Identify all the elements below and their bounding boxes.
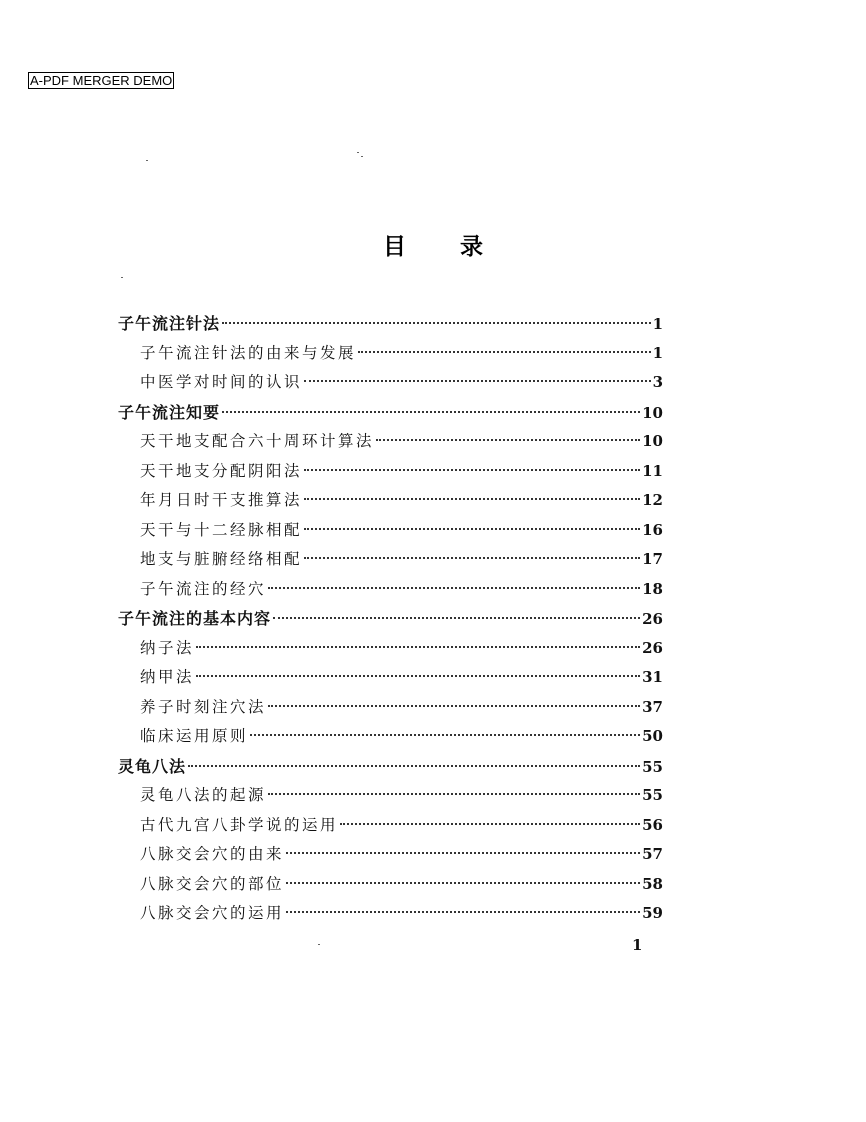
toc-dot-leader: [268, 793, 640, 795]
toc-entry-label: 八脉交会穴的部位: [140, 874, 285, 893]
toc-section-entry: [118, 872, 663, 902]
watermark-label: A-PDF MERGER DEMO: [30, 73, 173, 88]
toc-section-entry: [118, 901, 663, 931]
toc-section-entry: [118, 370, 663, 400]
toc-section-entry: [118, 429, 663, 459]
toc-entry-page: 26: [642, 638, 663, 657]
toc-section-entry: [118, 724, 663, 754]
toc-entry-page: 50: [642, 727, 663, 745]
scan-speck: [361, 156, 363, 157]
toc-entry-page: 57: [642, 845, 663, 863]
toc-section-entry: [118, 636, 663, 666]
toc-entry-page: 37: [642, 697, 663, 716]
toc-entry-page: 1: [652, 343, 663, 362]
toc-section-entry: [118, 783, 663, 813]
toc-dot-leader: [268, 705, 640, 707]
toc-dot-leader: [286, 882, 640, 884]
toc-dot-leader: [268, 587, 640, 589]
toc-section-entry: [118, 842, 663, 872]
toc-entry-label: 天干地支配合六十周环计算法: [140, 432, 375, 450]
toc-entry-label: 八脉交会穴的运用: [140, 904, 285, 922]
toc-entry-page: 59: [642, 904, 663, 922]
toc-entry-page: 3: [652, 373, 663, 391]
toc-entry-page: 55: [642, 757, 663, 776]
table-of-contents: [118, 311, 663, 931]
scan-speck: [121, 277, 123, 278]
toc-entry-label: 天干与十二经脉相配: [140, 520, 303, 539]
toc-entry-page: 12: [642, 491, 663, 509]
toc-dot-leader: [304, 557, 640, 559]
toc-entry-page: 11: [642, 461, 663, 480]
toc-dot-leader: [304, 469, 640, 471]
toc-entry-page: 26: [642, 610, 663, 628]
toc-entry-page: 17: [642, 550, 663, 568]
toc-entry-page: 1: [652, 315, 663, 333]
toc-entry-label: 年月日时干支推算法: [140, 491, 303, 509]
toc-entry-label: 子午流注的基本内容: [118, 609, 272, 628]
scan-speck: [146, 160, 148, 161]
toc-entry-label: 中医学对时间的认识: [140, 373, 303, 391]
scan-speck: [318, 944, 320, 945]
toc-dot-leader: [340, 823, 640, 825]
toc-section-entry: [118, 695, 663, 725]
toc-entry-label: 地支与脏腑经络相配: [140, 550, 303, 568]
toc-dot-leader: [304, 528, 640, 530]
toc-entry-label: 灵龟八法的起源: [140, 786, 267, 804]
toc-dot-leader: [304, 498, 640, 500]
toc-entry-label: 灵龟八法: [118, 756, 187, 776]
toc-dot-leader: [196, 646, 640, 648]
toc-section-entry: [118, 547, 663, 577]
toc-dot-leader: [273, 617, 640, 619]
toc-entry-page: 55: [642, 786, 663, 804]
toc-dot-leader: [222, 411, 640, 413]
toc-section-entry: [118, 459, 663, 489]
toc-section-entry: [118, 341, 663, 371]
toc-section-entry: [118, 577, 663, 607]
toc-dot-leader: [304, 380, 651, 382]
toc-entry-page: 18: [642, 579, 663, 598]
scan-speck: [357, 152, 359, 153]
toc-chapter-entry: [118, 311, 663, 341]
toc-chapter-entry: [118, 754, 663, 784]
page-title: 目录: [383, 234, 537, 260]
toc-dot-leader: [286, 852, 640, 854]
toc-entry-label: 纳子法: [140, 638, 195, 657]
toc-entry-page: 16: [642, 520, 663, 539]
toc-chapter-entry: [118, 606, 663, 636]
toc-entry-page: 31: [642, 668, 663, 686]
toc-entry-label: 子午流注知要: [118, 402, 221, 422]
toc-entry-label: 子午流注针法: [118, 314, 221, 333]
toc-section-entry: [118, 665, 663, 695]
toc-dot-leader: [188, 765, 640, 767]
toc-dot-leader: [358, 351, 651, 353]
toc-entry-page: 10: [642, 403, 663, 422]
toc-section-entry: [118, 813, 663, 843]
toc-entry-page: 10: [642, 432, 663, 450]
toc-entry-label: 古代九宫八卦学说的运用: [140, 815, 339, 834]
toc-entry-label: 临床运用原则: [140, 727, 249, 745]
toc-chapter-entry: [118, 400, 663, 430]
toc-dot-leader: [286, 911, 640, 913]
toc-section-entry: [118, 488, 663, 518]
page-number: 1: [632, 936, 643, 954]
toc-entry-label: 天干地支分配阴阳法: [140, 461, 303, 480]
toc-entry-label: 纳甲法: [140, 668, 195, 686]
toc-entry-page: 56: [642, 815, 663, 834]
toc-section-entry: [118, 518, 663, 548]
toc-dot-leader: [196, 675, 640, 677]
toc-dot-leader: [250, 734, 640, 736]
toc-entry-label: 子午流注针法的由来与发展: [140, 343, 357, 362]
toc-entry-page: 58: [642, 874, 663, 893]
toc-dot-leader: [222, 322, 651, 324]
toc-dot-leader: [376, 439, 640, 441]
toc-entry-label: 子午流注的经穴: [140, 579, 267, 598]
toc-entry-label: 八脉交会穴的由来: [140, 845, 285, 863]
toc-entry-label: 养子时刻注穴法: [140, 697, 267, 716]
